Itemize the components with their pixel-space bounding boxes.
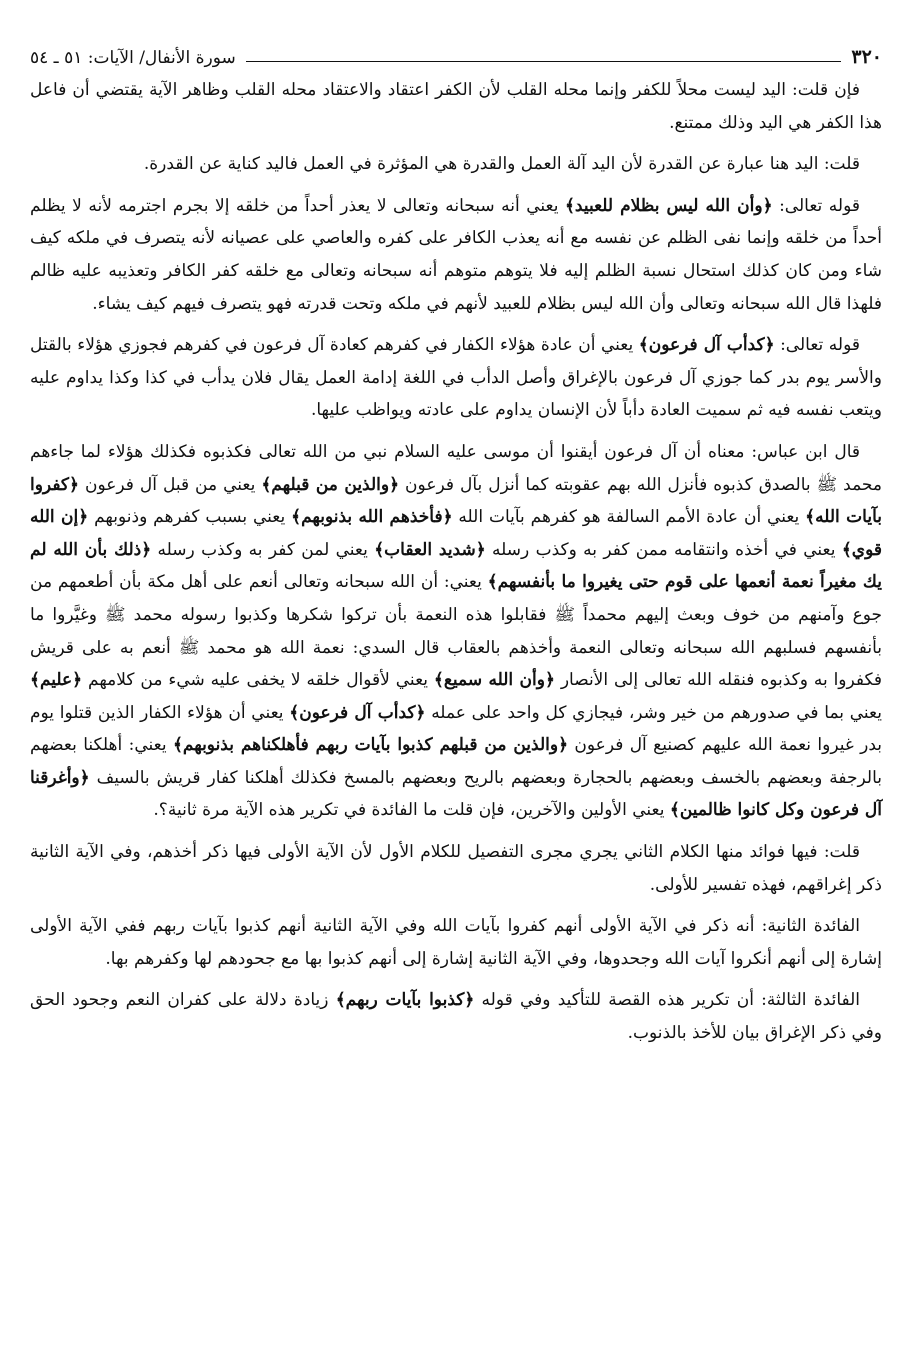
paragraph-benefits: قلت: فيها فوائد منها الكلام الثاني يجري مجرى التفصيل للكلام الأول لأن الآية الأولى فيها ذكر أخذهم، وفي الآية الثانية ذكر إغراقهم، فهذه تفسير للأولى. (30, 842, 882, 895)
paragraph-third-benefit: الفائدة الثالثة: أن تكرير هذه القصة للتأكيد وفي قوله ﴿كذبوا بآيات ربهم﴾ زيادة دلالة على كفران النعم وجحود الحق وفي ذكر الإغراق بيان للأخذ بالذنوب. (30, 990, 882, 1044)
quran-quote: ﴿والذين من قبلهم كذبوا بآيات ربهم فأهلكناهم بذنوبهم﴾ (172, 735, 569, 756)
paragraph-objection: فإن قلت: اليد ليست محلاً للكفر وإنما محله القلب لأن الكفر اعتقاد والاعتقاد محله القلب وظاهر الآية يقتضي أن فاعل هذا الكفر هي اليد وذلك ممتنع. (30, 80, 882, 133)
quran-quote: ﴿إن الله قوي﴾ (30, 507, 883, 560)
quran-quote: ﴿كفروا بآيات الله﴾ (30, 474, 883, 528)
quran-quote: ﴿شديد العقاب﴾ (374, 539, 486, 560)
quran-quote: ﴿كدأب آل فرعون﴾ (638, 335, 775, 356)
quran-quote: ﴿عليم﴾ (30, 670, 83, 691)
paragraph-answer: قلت: اليد هنا عبارة عن القدرة لأن اليد آلة العمل والقدرة هي المؤثرة في العمل فاليد كناية عن القدرة. (143, 154, 860, 175)
quran-quote: ﴿وأن الله سميع﴾ (433, 670, 555, 691)
quran-quote: ﴿ذلك بأن الله لم يك مغيراً نعمة أنعمها على قوم حتى يغيروا ما بأنفسهم﴾ (30, 539, 882, 593)
paragraph-ibn-abbas: قال ابن عباس: معناه أن آل فرعون أيقنوا أن موسى عليه السلام نبي من الله تعالى فكذبوه فكذلك هؤلاء لما جاءهم محمد ﷺ بالصدق كذبوه فأنزل الله بهم عقوبته كما أنزل بآل فرعون ﴿والذين من قبلهم﴾ يعني من قبل آل فرعون ﴿كفروا بآيات الله﴾ يعني أن عادة الأمم السالفة هو كفرهم بآيات الله ﴿فأخذهم الله بذنوبهم﴾ يعني بسبب كفرهم وذنوبهم ﴿إن الله قوي﴾ يعني في أخذه وانتقامه ممن كفر به وكذب رسله ﴿شديد العقاب﴾ يعني لمن كفر به وكذب رسله ﴿ذلك بأن الله لم يك مغيراً نعمة أنعمها على قوم حتى يغيروا ما بأنفسهم﴾ يعني: أن الله سبحانه وتعالى أنعم على أهل مكة بأن أطعمهم من جوع وآمنهم من خوف وبعث إليهم محمداً ﷺ فقابلوا هذه النعمة بأن تركوا شكرها وكذبوا رسوله محمد ﷺ وغيَّروا ما بأنفسهم فسلبهم الله سبحانه وتعالى النعمة وأخذهم بالعقاب قال السدي: نعمة الله هو محمد ﷺ أنعم به على قريش فكفروا به وكذبوه فنقله الله تعالى إلى الأنصار ﴿وأن الله سميع﴾ يعني لأقوال خلقه لا يخفى عليه شيء من كلامهم ﴿عليم﴾ يعني بما في صدورهم من خير وشر، فيجازي كل واحد على عمله ﴿كدأب آل فرعون﴾ يعني أن هؤلاء الكفار الذين قتلوا يوم بدر غيروا نعمة الله عليهم كصنيع آل فرعون ﴿والذين من قبلهم كذبوا بآيات ربهم فأهلكناهم بذنوبهم﴾ يعني: أهلكنا بعضهم بالرجفة وبعضهم بالخسف وبعضهم بالحجارة وبعضهم بالريح وبعضهم بالمسخ فكذلك أهلكنا كفار قريش بالسيف ﴿وأغرقنا آل فرعون وكل كانوا ظالمين﴾ يعني الأولين والآخرين، فإن قلت ما الفائدة في تكرير هذه الآية مرة ثانية؟. (30, 441, 883, 821)
paragraph-pharaoh-habit: قوله تعالى: ﴿كدأب آل فرعون﴾ يعني أن عادة هؤلاء الكفار في كفرهم كعادة آل فرعون في كفرهم فجوزي هؤلاء بالقتل والأسر يوم بدر كما جوزي آل فرعون بالإغراق وأصل الدأب في اللغة إدامة العمل يقال فلان يدأب في كذا وكذا يداوم عليه ويتعب نفسه فيه ثم سميت العادة دأباً لأن الإنسان يداوم على عادته ويواظب عليها. (30, 335, 882, 421)
page-header (30, 34, 882, 68)
quran-quote: ﴿كدأب آل فرعون﴾ (289, 702, 426, 723)
quran-quote: ﴿فأخذهم الله بذنوبهم﴾ (291, 507, 453, 528)
running-title: سورة الأنفال/ الآيات: ٥١ ـ ٥٤ (30, 48, 236, 68)
page-number: ٣٢٠ (851, 46, 882, 68)
paragraph-not-unjust: قوله تعالى: ﴿وأن الله ليس بظلام للعبيد﴾ يعني أنه سبحانه وتعالى لا يعذر أحداً من خلقه إلا بجرم اجترمه لأنه لا يظلم أحداً من خلقه وإنما نفى الظلم عن نفسه مع أنه يعذب الكافر على كفره والعاصي على عصيانه لأنه يتصرف في ملكه كيف شاء ومن كان كذلك استحال نسبة الظلم إليه فلا يتوهم متوهم أنه سبحانه وتعالى مع خلقه كفر الكافر وتعذيبه عليه ظالم فلهذا قال الله سبحانه وتعالى وأن الله ليس بظلام للعبيد لأنهم في ملكه وتحت قدرته فهو يتصرف فيهم كيف يشاء. (30, 195, 882, 314)
header-rule (246, 61, 842, 62)
paragraph-second-benefit: الفائدة الثانية: أنه ذكر في الآية الأولى أنهم كفروا بآيات الله وفي الآية الثانية أنهم كذبوا بآيات ربهم ففي الآية الأولى إشارة إلى أنهم أنكروا آيات الله وجحدوها، وفي الآية الثانية إشارة إلى أنهم كذبوا بها مع جحودهم لها وكفرهم بها. (30, 916, 882, 969)
page-body (30, 74, 882, 1050)
quran-quote: ﴿كذبوا بآيات ربهم﴾ (335, 990, 475, 1011)
quran-quote: ﴿وأن الله ليس بظلام للعبيد﴾ (564, 195, 773, 216)
quran-quote: ﴿والذين من قبلهم﴾ (261, 474, 400, 495)
quran-quote: ﴿وأغرقنا آل فرعون وكل كانوا ظالمين﴾ (30, 767, 882, 821)
